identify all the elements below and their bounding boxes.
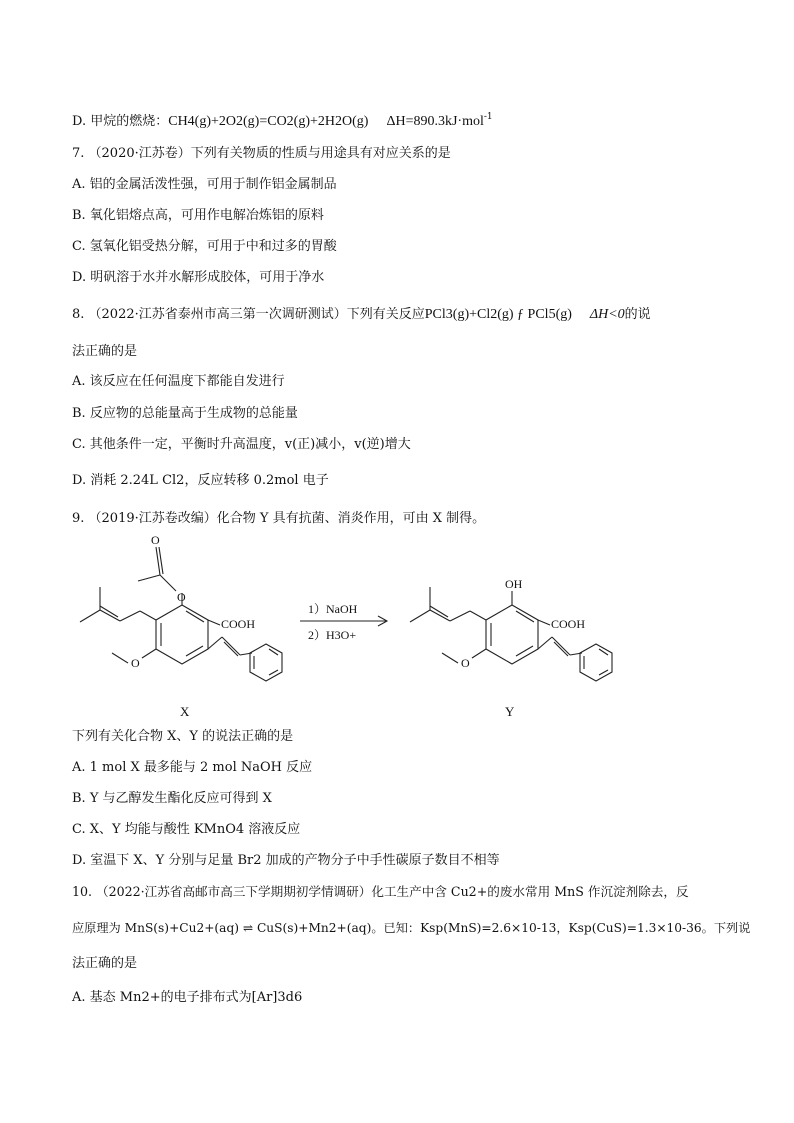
x-phenyl-ring bbox=[250, 644, 282, 681]
x-benzene-ring bbox=[156, 605, 208, 664]
q9-option-c: C. X、Y 均能与酸性 KMnO4 溶液反应 bbox=[72, 822, 301, 837]
reaction-scheme bbox=[0, 525, 794, 725]
q8-stem-start: 8. （2022·江苏省泰州市高三第一次调研测试）下列有关反应 bbox=[72, 307, 425, 322]
x-methoxy-o-label: O bbox=[131, 656, 140, 670]
q8-stem-end: 的说 bbox=[624, 307, 651, 322]
q7-option-d: D. 明矾溶于水并水解形成胶体，可用于净水 bbox=[72, 270, 325, 285]
q9-option-b: B. Y 与乙醇发生酯化反应可得到 X bbox=[72, 791, 272, 806]
compound-x-label: X bbox=[180, 704, 190, 719]
q10-stem-line1: 10. （2022·江苏省高邮市高三下学期期初学情调研）化工生产中含 Cu2+的废水常用 MnS 作沉淀剂除去，反 bbox=[72, 884, 689, 899]
q8-option-b: B. 反应物的总能量高于生成物的总能量 bbox=[72, 406, 298, 421]
y-oh-label: OH bbox=[505, 577, 523, 591]
q9-option-a: A. 1 mol X 最多能与 2 mol NaOH 反应 bbox=[72, 760, 313, 775]
q6-option-d bbox=[72, 107, 493, 132]
y-phenyl-ring bbox=[580, 644, 612, 681]
q10-stem-line2: 应原理为 MnS(s)+Cu2+(aq) ⇌ CuS(s)+Mn2+(aq)。已知：Ksp(MnS)=2.6×10-13，Ksp(CuS)=1.3×10-36。下列说 bbox=[72, 921, 751, 935]
compound-y-label: Y bbox=[505, 704, 515, 719]
pcl-equilibrium-equation: PCl3(g)+Cl2(g) ƒ PCl5(g) bbox=[424, 307, 572, 322]
enthalpy-value: ΔH=890.3kJ·mol bbox=[386, 114, 484, 129]
methane-combustion-equation: CH4(g)+2O2(g)=CO2(g)+2H2O(g) bbox=[168, 114, 369, 129]
x-cooh-label: COOH bbox=[221, 617, 256, 631]
q8-option-a: A. 该反应在任何温度下都能自发进行 bbox=[72, 374, 285, 389]
reagent-step-2: 2）H3O+ bbox=[308, 628, 357, 642]
q7-option-b: B. 氧化铝熔点高，可用作电解冶炼铝的原料 bbox=[72, 208, 324, 223]
q8-option-c: C. 其他条件一定，平衡时升高温度，v(正)减小，v(逆)增大 bbox=[72, 437, 411, 452]
y-cooh-label: COOH bbox=[551, 617, 586, 631]
q9-stem: 9. （2019·江苏卷改编）化合物 Y 具有抗菌、消炎作用，可由 X 制得。 bbox=[72, 511, 486, 526]
q6-option-d-prefix: D. 甲烷的燃烧： bbox=[72, 114, 169, 129]
q7-option-a: A. 铝的金属活泼性强，可用于制作铝金属制品 bbox=[72, 177, 337, 192]
q7-stem: 7. （2020·江苏卷）下列有关物质的性质与用途具有对应关系的是 bbox=[72, 146, 451, 161]
y-methoxy-o-label: O bbox=[461, 656, 470, 670]
q10-stem-line3: 法正确的是 bbox=[72, 956, 138, 971]
q10-option-a: A. 基态 Mn2+的电子排布式为[Ar]3d6 bbox=[72, 990, 303, 1005]
q8-option-d: D. 消耗 2.24L Cl2，反应转移 0.2mol 电子 bbox=[72, 473, 329, 488]
reagent-step-1: 1）NaOH bbox=[308, 602, 358, 616]
x-ester-o-label: O bbox=[177, 590, 186, 604]
enthalpy-unit-exponent: -1 bbox=[483, 112, 493, 122]
q8-enthalpy-condition: ΔH<0 bbox=[589, 307, 625, 322]
q8-stem bbox=[72, 305, 651, 325]
q7-option-c: C. 氢氧化铝受热分解，可用于中和过多的胃酸 bbox=[72, 239, 337, 254]
y-benzene-ring bbox=[486, 605, 538, 664]
q8-stem-line2: 法正确的是 bbox=[72, 344, 138, 359]
q9-option-d: D. 室温下 X、Y 分别与足量 Br2 加成的产物分子中手性碳原子数目不相等 bbox=[72, 853, 500, 868]
x-carbonyl-o-label: O bbox=[151, 533, 160, 547]
q9-prompt: 下列有关化合物 X、Y 的说法正确的是 bbox=[72, 729, 294, 744]
